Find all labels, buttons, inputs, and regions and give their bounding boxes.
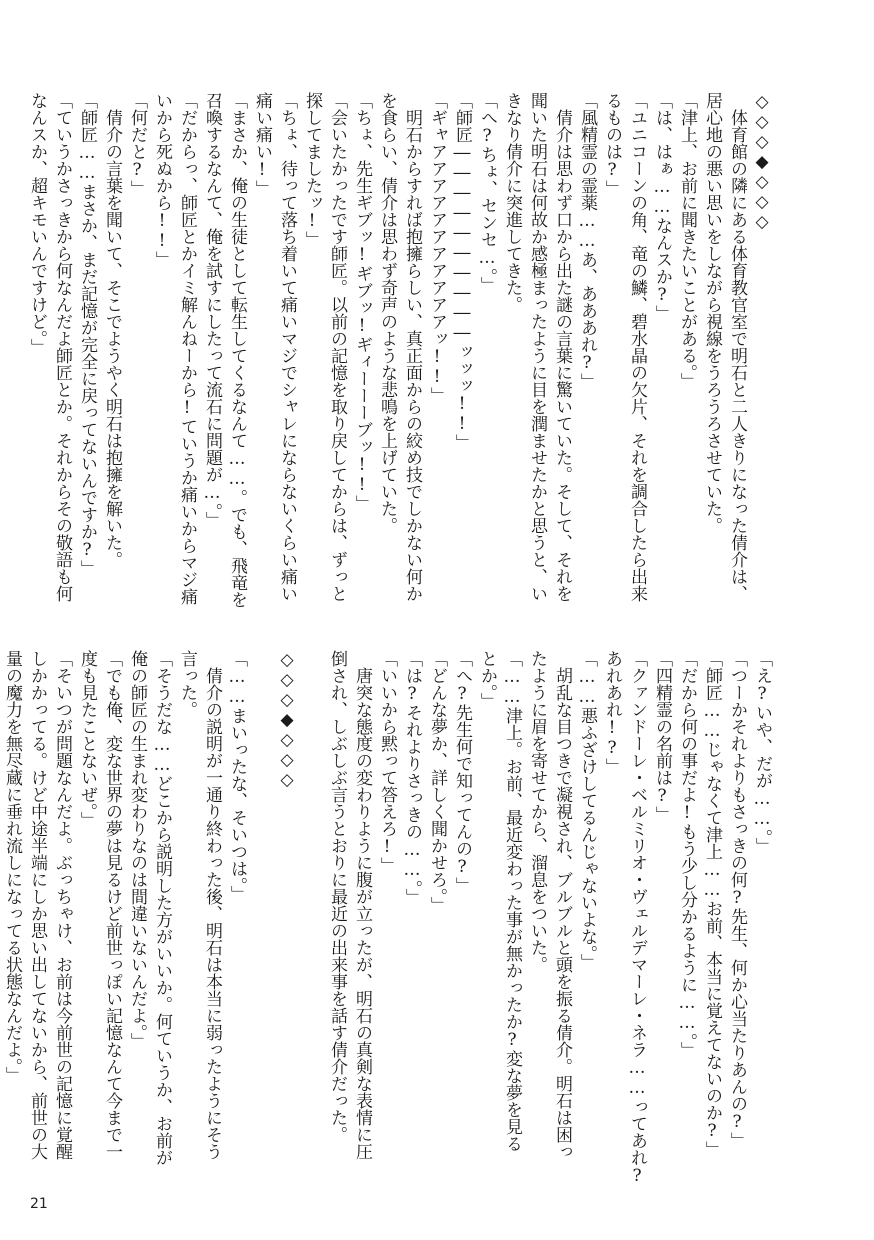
lower-text-line: 唐突な態度の変わりように腹が立ったが、明石の真剣な表情に圧 <box>352 650 372 1160</box>
lower-text-line: とか。」 <box>477 650 497 710</box>
upper-text-block <box>27 92 774 622</box>
lower-text-line <box>299 650 324 1170</box>
lower-text-line: 「でも俺、変な世界の夢は見るけど前世っぽい記憶なんて今まで一 <box>102 650 122 1160</box>
lower-text-line: 「どんな夢か、詳しく聞かせろ。」 <box>427 650 447 914</box>
lower-text-line: 「……津上。お前、最近変わった事が無かったか?変な夢を見る <box>502 650 522 1152</box>
lower-text-line: 度も見たことないぜ。」 <box>77 650 97 829</box>
upper-text-line: 「ちょ、先生ギブッ!ギブッ!ギィーーーブッ!!」 <box>352 92 372 512</box>
upper-text-line: 「ちょ、待って落ち着いて痛いマジでシャレにならないくらい痛い <box>277 92 297 602</box>
upper-text-line: いから死ぬから!!」 <box>152 92 172 268</box>
lower-text-line: ◇◇◇◆◇◇◇ <box>277 650 297 790</box>
upper-text-line: 倩介の言葉を聞いて、そこでようやく明石は抱擁を解いた。 <box>102 92 122 568</box>
upper-text-line: 「風精霊の霊薬……あ、あああれ?」 <box>577 92 597 390</box>
lower-text-block <box>2 650 774 1186</box>
lower-text-line: 俺の師匠の生まれ変わりなのは間違いないんだよ。」 <box>127 650 147 1050</box>
lower-text-line: 「そうだな……どこから説明した方がいいか。何ていうか、お前が <box>152 650 172 1166</box>
lower-text-line: 倒され、しぶしぶ言うとおりに最近の出来事を話す倩介だった。 <box>327 650 347 1143</box>
lower-text-line: 言った。 <box>177 650 197 718</box>
upper-text-line: 召喚するなんて、俺を試すにしたって流石に問題が…。」 <box>202 92 222 529</box>
lower-text-line: 「だから何の事だよ!もう少し分かるように……。」 <box>677 650 697 1059</box>
lower-text-line: あれあれ!?」 <box>602 650 622 775</box>
lower-text-line: たように眉を寄せてから、溜息をついた。 <box>527 650 547 973</box>
upper-text-line: 「師匠――――――――――ッッッ!!」 <box>452 92 472 451</box>
lower-text-line: 「へ?先生何で知ってんの?」 <box>452 650 472 894</box>
upper-text-line: 「まさか、俺の生徒として転生してくるなんて……。でも、飛竜を <box>227 92 247 608</box>
upper-text-line: 「師匠……まさか、まだ記憶が完全に戻ってないんですか?」 <box>77 92 97 577</box>
lower-text-line: 「は?それよりさっきの……。」 <box>402 650 422 906</box>
lower-text-line: 「四精霊の名前は?」 <box>652 650 672 823</box>
upper-text-line: 「は、はぁ……なんスか?」 <box>652 92 672 322</box>
lower-text-line: 「クァンドーレ・ベルミリオ・ヴェルデマーレ・ネラ……ってあれ? <box>627 650 647 1186</box>
lower-text-line: 「いいから黙って答えろ!」 <box>377 650 397 874</box>
upper-text-line: 明石からすれば抱擁らしい、真正面からの絞め技でしかない何か <box>402 92 422 602</box>
upper-text-line: ◇◇◇◆◇◇◇ <box>752 92 772 232</box>
upper-text-line: 体育館の隣にある体育教官室で明石と二人きりになった倩介は、 <box>727 92 747 602</box>
upper-text-line: 聞いた明石は何故か感極まったように目を潤ませたかと思うと、い <box>527 92 547 602</box>
upper-text-line: 「だからっ、師匠とかイミ解んねーから!ていうか痛いからマジ痛 <box>177 92 197 605</box>
lower-text-line: 「つーかそれよりもさっきの何?先生、何か心当たりあんの?」 <box>727 650 747 1149</box>
upper-text-line: を食らい、倩介は思わず奇声のような悲鳴を上げていた。 <box>377 92 397 534</box>
upper-text-line: 「ていうかさっきから何なんだよ師匠とか。それからその敬語も何 <box>52 92 72 602</box>
upper-text-line: 探してましたッ!」 <box>302 92 322 248</box>
lower-text-line: 「……まいったな、そいつは。」 <box>227 650 247 903</box>
lower-text-line: 「え?いや、だが……。」 <box>752 650 772 855</box>
upper-text-line: きなり倩介に突進してきた。 <box>502 92 522 313</box>
page-number: 21 <box>30 1196 48 1212</box>
lower-text-line: 量の魔力を無尽蔵に垂れ流しになってる状態なんだよ。」 <box>2 650 22 1084</box>
upper-text-line: 「津上、お前に聞きたいことがある。」 <box>677 92 697 390</box>
upper-text-line: 「何だと?」 <box>127 92 147 197</box>
lower-text-line: しかかってる。けど中途半端にしか思い出してないから、前世の大 <box>27 650 47 1160</box>
upper-text-line: 倩介は思わず口から出た謎の言葉に驚いていた。そして、それを <box>552 92 572 602</box>
upper-text-line: 「会いたかったです師匠。以前の記憶を取り戻してからは、ずっと <box>327 92 347 602</box>
upper-text-line: なんスか、超キモいんですけど。」 <box>27 92 47 356</box>
lower-text-line <box>249 650 274 1170</box>
upper-text-line: 「へ?ちょ、センセ…。」 <box>477 92 497 294</box>
lower-text-line: 胡乱な目つきで凝視され、ブルブルと頭を振る倩介。明石は困っ <box>552 650 572 1160</box>
lower-text-line: 「……悪ふざけしてるんじゃないよな。」 <box>577 650 597 971</box>
upper-text-line: るものは?」 <box>602 92 622 197</box>
lower-text-line: 倩介の説明が一通り終わった後、明石は本当に弱ったようにそう <box>202 650 222 1160</box>
upper-text-line: 居心地の悪い思いをしながら視線をうろうろさせていた。 <box>702 92 722 534</box>
upper-text-line: 「ギャアアアアアアアアアアアッ!!」 <box>427 92 447 404</box>
lower-text-line: 「そいつが問題なんだよ。ぶっちゃけ、お前は今前世の記憶に覚醒 <box>52 650 72 1160</box>
upper-text-line: 痛い痛い!」 <box>252 92 272 197</box>
upper-text-line: 「ユニコーンの角、竜の鱗、碧水晶の欠片、それを調合したら出来 <box>627 92 647 602</box>
lower-text-line: 「師匠……じゃなくて津上……お前、本当に覚えてないのか?」 <box>702 650 722 1158</box>
